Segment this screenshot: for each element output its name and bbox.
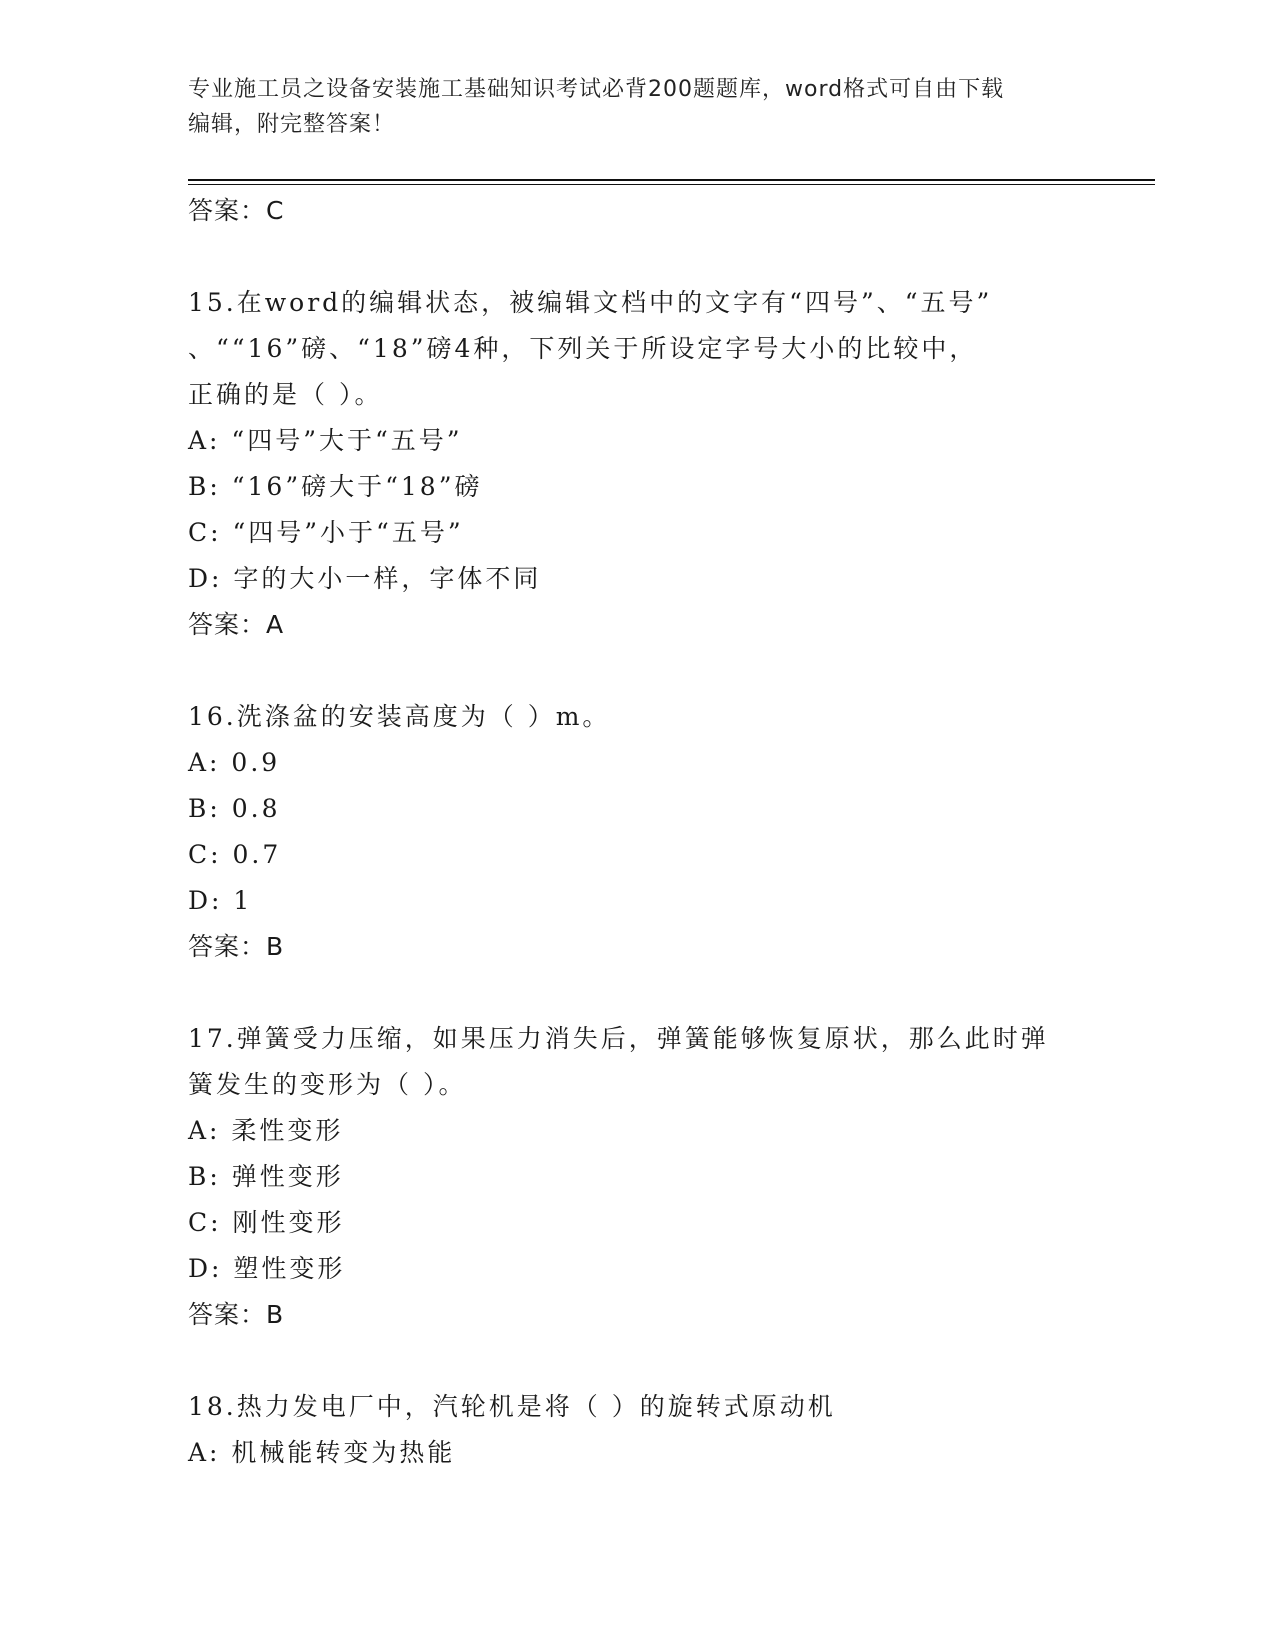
- answer-line: 答案：B: [188, 1300, 285, 1329]
- option-a: A: 机械能转变为热能: [188, 1438, 456, 1467]
- option-d: D: 1: [188, 886, 253, 915]
- question-text: 17.弹簧受力压缩，如果压力消失后，弹簧能够恢复原状，那么此时弹: [188, 1024, 1049, 1053]
- question-text: 簧发生的变形为（ ）。: [188, 1070, 467, 1099]
- option-d: D: 塑性变形: [188, 1254, 346, 1283]
- header-divider-thick: [188, 179, 1155, 181]
- question-text: 15.在word的编辑状态，被编辑文档中的文字有“四号”、“五号”: [188, 288, 993, 317]
- answer-line: 答案：A: [188, 610, 285, 639]
- option-a: A: “四号”大于“五号”: [188, 426, 463, 455]
- spacer: [188, 648, 1155, 694]
- question-text: 正确的是（ ）。: [188, 380, 383, 409]
- option-d: D: 字的大小一样，字体不同: [188, 564, 542, 593]
- option-c: C: 刚性变形: [188, 1208, 345, 1237]
- spacer: [188, 1338, 1155, 1384]
- option-c: C: “四号”小于“五号”: [188, 518, 464, 547]
- spacer: [188, 970, 1155, 1016]
- spacer: [188, 234, 1155, 280]
- question-block: [188, 280, 1155, 648]
- answer-line: 答案：C: [188, 196, 285, 225]
- question-block: [188, 1384, 1155, 1476]
- question-block: [188, 694, 1155, 970]
- question-block: [188, 1016, 1155, 1338]
- option-b: B: 弹性变形: [188, 1162, 344, 1191]
- document-header: [188, 72, 1088, 142]
- header-divider-thin: [188, 184, 1155, 185]
- option-a: A: 0.9: [188, 748, 281, 777]
- question-text: 、““16”磅、“18”磅4种，下列关于所设定字号大小的比较中，: [188, 334, 978, 363]
- question-text: 18.热力发电厂中，汽轮机是将（ ）的旋转式原动机: [188, 1392, 836, 1421]
- header-line-2: 编辑，附完整答案！: [188, 112, 396, 137]
- option-a: A: 柔性变形: [188, 1116, 344, 1145]
- option-b: B: “16”磅大于“18”磅: [188, 472, 483, 501]
- answer-line: 答案：B: [188, 932, 285, 961]
- question-text: 16.洗涤盆的安装高度为（ ）m。: [188, 702, 611, 731]
- option-b: B: 0.8: [188, 794, 281, 823]
- header-line-1: 专业施工员之设备安装施工基础知识考试必背200题题库，word格式可自由下载: [188, 77, 1005, 102]
- option-c: C: 0.7: [188, 840, 282, 869]
- document-body: [188, 188, 1155, 1476]
